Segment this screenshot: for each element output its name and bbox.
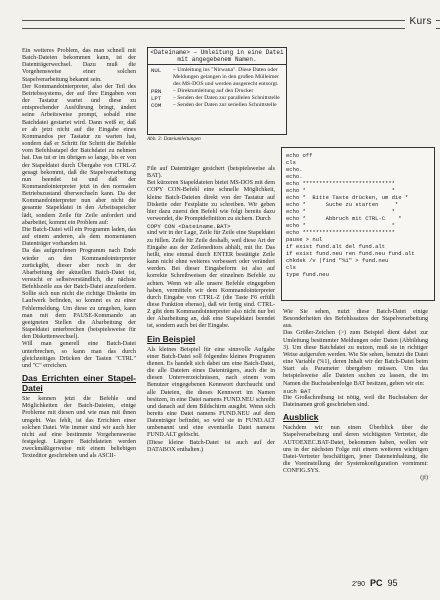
section-heading: Ausblick <box>283 412 319 423</box>
table-key: COM <box>151 102 162 109</box>
table-row <box>151 67 283 88</box>
table-row <box>151 95 283 102</box>
issue-number: 2'90 <box>352 581 366 588</box>
paragraph: Der Kommandointerpreter, also der Teil des Betriebssystems, der auf Ihre Eingaben von der Tastatur wartet und diese zu entsprechender Ausführung bringt, ändert seine Arbeitsweise prompt, sobald eine Batchdatei gestartet wird. Dann weiß er, daß er ab jetzt nicht auf die Eingabe eines Kommandos per Tastatur zu warten hat, sondern daß er Schritt für Schritt die Befehle vom Befehlsstapel der Batchdatei zu nehmen hat. Das tut er im übrigen so lange, bis er von der Stapeldatei durch Übergabe von CTRL-Z gesagt bekommt, daß die Stapelverarbeitung nun beendet ist und daß der Kommandointerpreter jetzt in den normalen Betriebszustand überwechseln kann. Da der Kommandointerpreter nun aber nicht die gesamte Stapeldatei in den Arbeitsspeicher lädt, sondern Zeile für Zeile anfordert und abarbeitet, kommt ein Problem auf: <box>22 83 136 226</box>
table-key: LPT <box>151 95 162 102</box>
redirection-table-box <box>147 47 287 135</box>
table-key: PRN <box>151 88 162 95</box>
section-heading: Das Errichten einer Stapel-Datei <box>22 373 136 394</box>
paragraph: Da das aufgerufenen Programm nach Ende wieder an den Kommandointerpreter zurückgibt, dieser aber noch in der Abarbeitung der aktuellen Batch-Datei ist, versucht er selbstverständlich, die nächste Befehlszeile aus der Batch-Datei anzufordern. Sollte sich nun nicht die richtige Diskette im Laufwerk befinden, so kommt es zu einer Fehlermeldung. Um diese zu umgehen, kann man mit dem PAUSE-Kommando an geeigneten Stellen die Abarbeitung der Stapeldatei unterbrechen (beispielsweise für den Diskettenwechsel). <box>22 248 136 341</box>
batch-listing-box <box>281 147 435 301</box>
command-example: such BAT <box>283 387 311 395</box>
table-desc: – Senden der Daten zur seriellen Schnittstelle <box>173 102 277 108</box>
paragraph: Als kleines Beispiel für eine sinnvolle Aufgabe einer Batch-Datei soll folgendes kleines Programm dienen. Es handelt sich dabei um eine Batch-Datei, die alle Dateien eines Datenträgers, auch die in diesen Unterverzeichnissen, nach einem vom Benutzer eingegebenen Kennwort durchsucht und alle Dateien, die dieses Kennwort im Namen besitzen, in eine Datei namens FUND.NEU schreibt und danach auf dem Bildschirm ausgibt. Wenn sich bereits eine Datei namens FUND.NEU auf dem Datenträger befindet, so wird sie in FUND.ALT umbenannt und eine eventuelle Datei namens FUND.ALT gelöscht. <box>147 346 275 439</box>
author-sign: (jf) <box>420 475 428 482</box>
figure-caption: Abb. 3: Dateiumleitungen <box>147 136 201 142</box>
section-heading: Ein Beispiel <box>147 333 196 344</box>
magazine-logo: PC <box>369 578 383 588</box>
header-rule <box>22 20 440 29</box>
table-row <box>151 88 283 95</box>
table-desc: – Umleitung ins "Nirwana". Diese Daten oder Meldungen gelangen in den großen Mülleimer des MS-DOS und werden ausgerecht entsorgt. <box>173 67 279 87</box>
column-2 <box>147 166 275 454</box>
paragraph: Sie kennen jetzt die Befehle und Möglichkeiten der Batch-Dateien, einige Probleme mit diesen und wie man mit ihnen umgeht. Was fehlt, ist das Errichten einer solchen Datei. Wie immer sind wir auch hier nicht auf eine bestimmte Vorgehensweise festgelegt. Längere Batchdateien werden zweckmäßigerweise mit einem beliebigen Texteditor geschrieben und als ASCII- <box>22 396 136 460</box>
paragraph: Wie Sie sehen, nutzt diese Batch-Datei einige Besonderheiten des Befehlssatzes der Stapelverarbeitung aus. <box>283 309 428 330</box>
code-listing: echo off cls echo. echo. echo **************************** echo * * echo * Bitte Taste drücken, um die * echo * Suche zu starten * echo * * echo * Abbruch mit CTRL-C * echo * * echo **************************** pause > nul if exist fund.alt del fund.alt if exist fund.neu ren fund.neu fund.alt chkdsk /v |find "%1" > fund.neu cls type fund.neu <box>286 152 415 278</box>
paragraph: Ein weiteres Problem, das man schnell mit Batch-Dateien bekommen kann, ist der Datenträgerwechsel. Dazu muß die Vorgehensweise einer solchen Stapelverarbeitung bekannt sein. <box>22 48 136 83</box>
table-desc: – Direktumleitung auf den Drucker <box>173 88 254 94</box>
command-example: COPY CON <Dateiname.BAT> <box>147 223 231 231</box>
redirection-table <box>151 67 283 109</box>
table-row <box>151 102 283 109</box>
paragraph: Die Batch-Datei will ein Programm laden, das auf einem anderen, als dem momentanen Datenträger vorhanden ist. <box>22 226 136 248</box>
paragraph: File auf Datenträger gesichert (beispielsweise als BAT). <box>147 166 275 180</box>
paragraph: Bei kürzeren Stapeldateien bietet MS-DOS mit dem COPY CON-Befehl eine schnelle Möglichkeit, kleine Batch-Dateien direkt von der Tastatur auf Diskette oder Festplatte zu schreiben. Wir geben hier dazu zuerst den Befehl wie folgt bereits dazu verwendet, die Promptdefinition zu sichern. Durch <box>147 180 275 223</box>
section-label: Kurs <box>405 14 436 29</box>
page-number: 95 <box>387 578 398 588</box>
table-title: <Dateiname> – Umleitung in eine Datei mit angegebenem Namen. <box>148 48 286 65</box>
table-key: NUL <box>151 67 162 74</box>
paragraph: sind wir in der Lage, Zeile für Zeile eine Stapeldatei zu füllen. Zeile für Zeile deshalb, weil diese Art der Eingabe aus der Zeileneditors abhält, mit ihr. Das heißt, eine einmal durch ENTER bestätigte Zeile kann nicht ohne weiteres verbessert oder verändert werden. Bei dieser Eingabeform ist also auf korrekte Schreibweisen der einzelnen Befehle zu achten. Wenn wir alle unsere Befehle eingegeben haben, vermitteln wir dem Kommandointerpreter durch Eingabe von CTRL-Z (die Taste F6 erfüllt diese Funktion ebenso), daß wir fertig sind. CTRL-Z gibt dem Kommandointerpreter also nicht nur bei der Abarbeitung an, daß eine Stapeldatei beendet ist, sondern auch bei der Eingabe. <box>147 230 275 330</box>
column-3 <box>283 309 428 482</box>
paragraph: Nachdem wir nun einen Überblick über die Stapelverarbeitung und deren wichtigsten Vertreter, die AUTOEXEC.BAT-Datei, bekommen haben, wollen wir uns in der nächsten Folge mit einem weiteren wichtigen Datei-Vertreter beschäftigen, jener Dateneinhaltung, die die Voreinstellung der Systemkonfiguration vornimmt: CONFIG.SYS. <box>283 425 428 475</box>
page-footer <box>352 578 397 588</box>
table-desc: – Senden der Daten zur parallelen Schnittstelle <box>173 95 280 101</box>
paragraph: (Diese kleine Batch-Datei ist auch auf der DATABOX enthalten.) <box>147 439 275 453</box>
paragraph: Das Größer-Zeichen (>) zum Beispiel dient dabei zur Umleitung bestimmter Meldungen oder Daten (Abbildung 3). Um diese Batchdatei zu nutzen, muß sie in richtiger Weise aufgerufen werden. Wie Sie sehen, benutzt die Datei eine Variable (%1), deren Inhalt wir der Batch-Datei beim Start als Parameter übergeben müssen. Um das beispielsweise alle Dateien suchen zu lassen, die im Namen die Buchstabenfolge BAT besitzen, geben wir ein: <box>283 330 428 387</box>
paragraph: Will man generell eine Batch-Datei unterbrechen, so kann man das durch gleichzeitiges Drücken der Tasten "CTRL" und "C" erreichen. <box>22 341 136 369</box>
column-1 <box>22 48 136 460</box>
paragraph: Die Großschreibung ist nötig, weil die Buchstaben der Dateinamen groß geschrieben sind. <box>283 394 428 409</box>
